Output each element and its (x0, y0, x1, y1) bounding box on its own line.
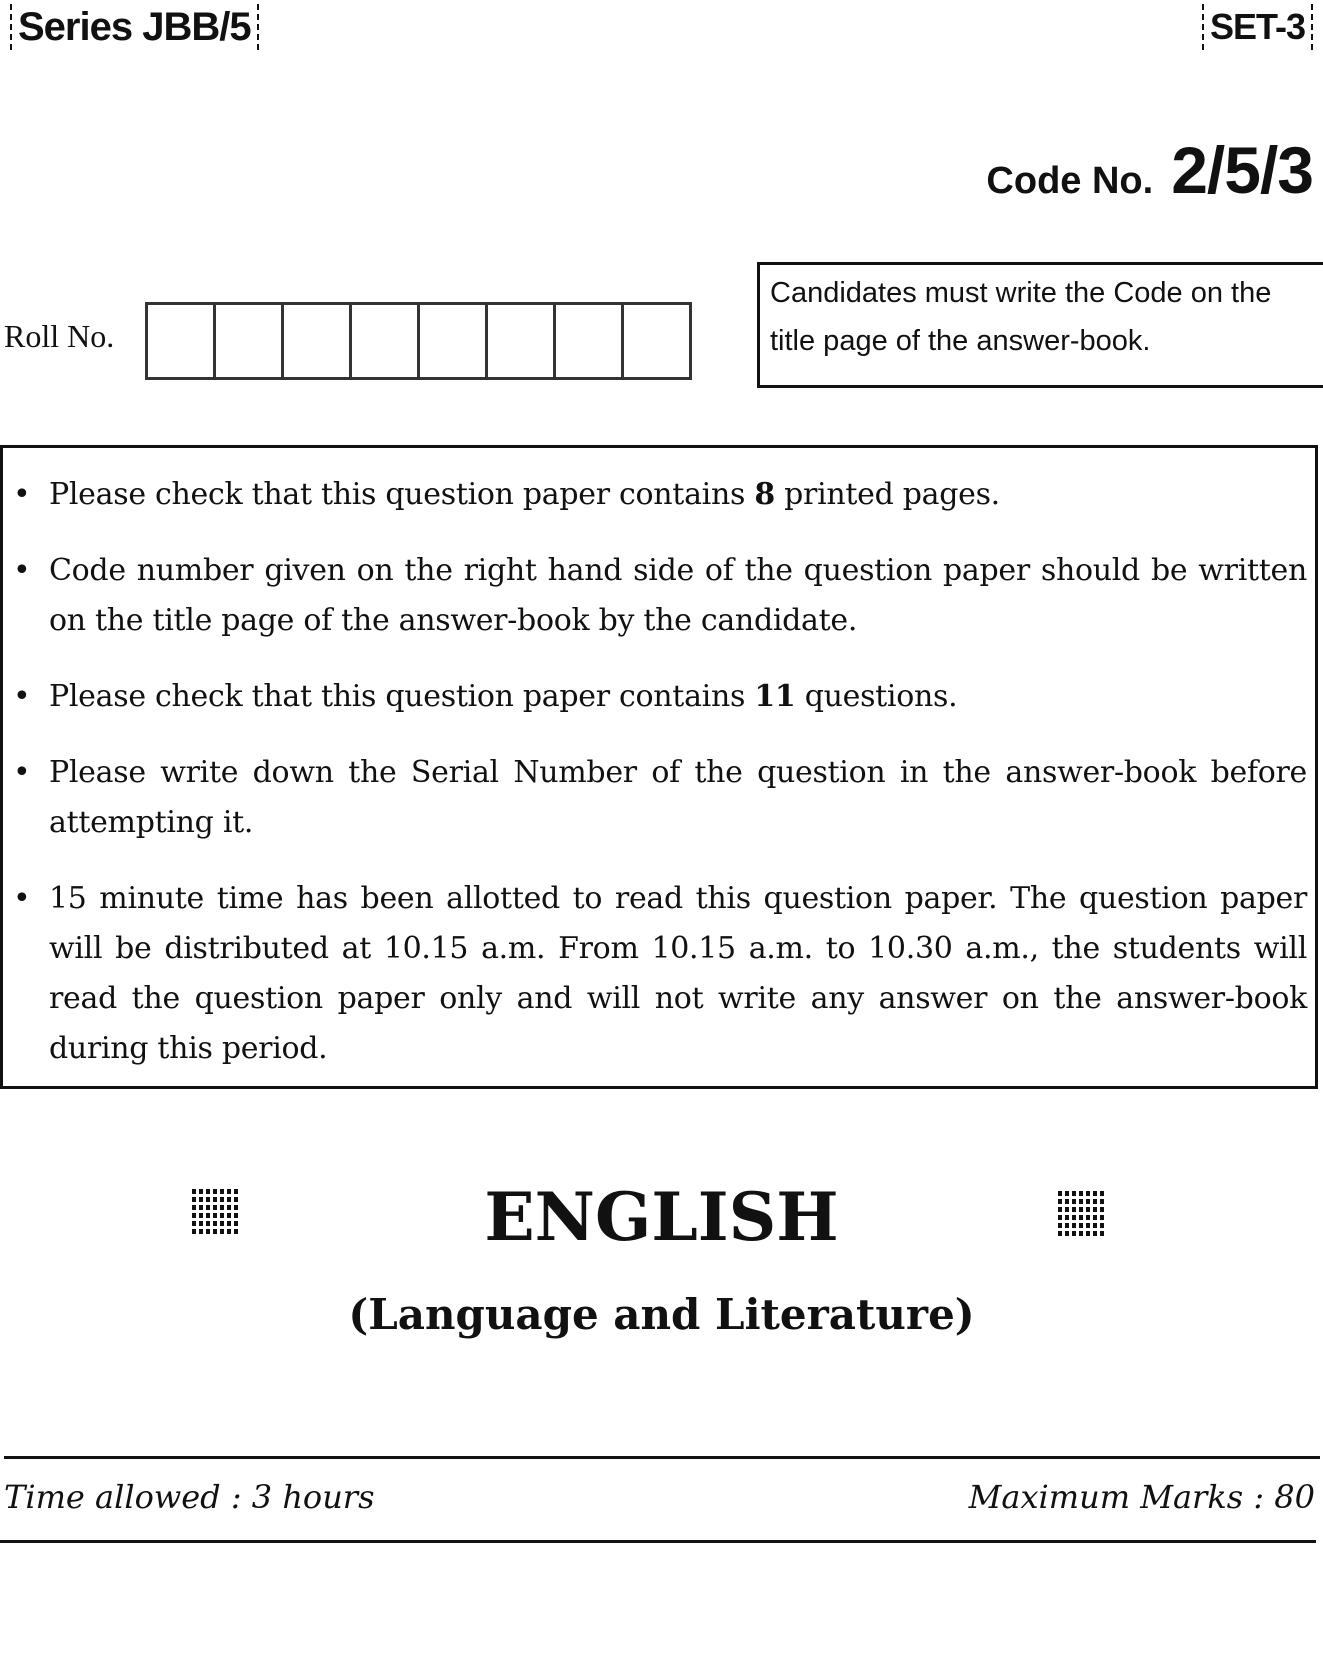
set-label: SET-3 (1202, 4, 1313, 50)
code-label: Code No. (986, 160, 1154, 202)
instruction-number: 11 (754, 679, 796, 714)
divider (0, 1540, 1316, 1543)
roll-box (148, 305, 216, 377)
subject-subtitle: (Language and Literature) (348, 1290, 975, 1339)
code-number (986, 132, 1313, 208)
instruction-text: Please write down the Serial Number of the question in the answer-book before attempting it. (49, 755, 1307, 840)
instructions-box (0, 445, 1318, 1089)
roll-box (420, 305, 488, 377)
instruction-item (49, 672, 1307, 722)
qr-code-icon (1058, 1190, 1104, 1236)
maximum-marks: Maximum Marks : 80 (968, 1478, 1315, 1516)
code-value: 2/5/3 (1171, 133, 1313, 207)
instruction-number: 8 (754, 477, 775, 512)
instruction-text: Code number given on the right hand side of the question paper should be written on the title page of the answer-book by the candidate. (49, 553, 1307, 638)
instruction-item (49, 874, 1307, 1074)
instruction-text: Please check that this question paper contains (49, 679, 755, 714)
roll-number-label: Roll No. (4, 318, 115, 354)
roll-number-boxes (145, 302, 692, 380)
roll-box (352, 305, 420, 377)
roll-box (556, 305, 624, 377)
instructions-list (3, 448, 1315, 1074)
instruction-text: printed pages. (774, 477, 1000, 512)
roll-box (284, 305, 352, 377)
roll-box (216, 305, 284, 377)
subject-title: ENGLISH (484, 1178, 839, 1256)
instruction-item (49, 546, 1307, 646)
roll-box (624, 305, 689, 377)
instruction-item (49, 470, 1307, 520)
time-allowed: Time allowed : 3 hours (4, 1478, 375, 1516)
series-label: Series JBB/5 (10, 4, 259, 50)
candidate-note: Candidates must write the Code on the title page of the answer-book. (757, 262, 1323, 388)
roll-box (488, 305, 556, 377)
instruction-item (49, 748, 1307, 848)
instruction-text: 15 minute time has been allotted to read this question paper. The question paper will be distributed at 10.15 a.m. From 10.15 a.m. to 10.30 a.m., the students will read the question paper only and will not write any answer on the answer-book during this period. (49, 881, 1307, 1066)
instruction-text: questions. (795, 679, 958, 714)
instruction-text: Please check that this question paper contains (49, 477, 755, 512)
divider (4, 1456, 1320, 1459)
